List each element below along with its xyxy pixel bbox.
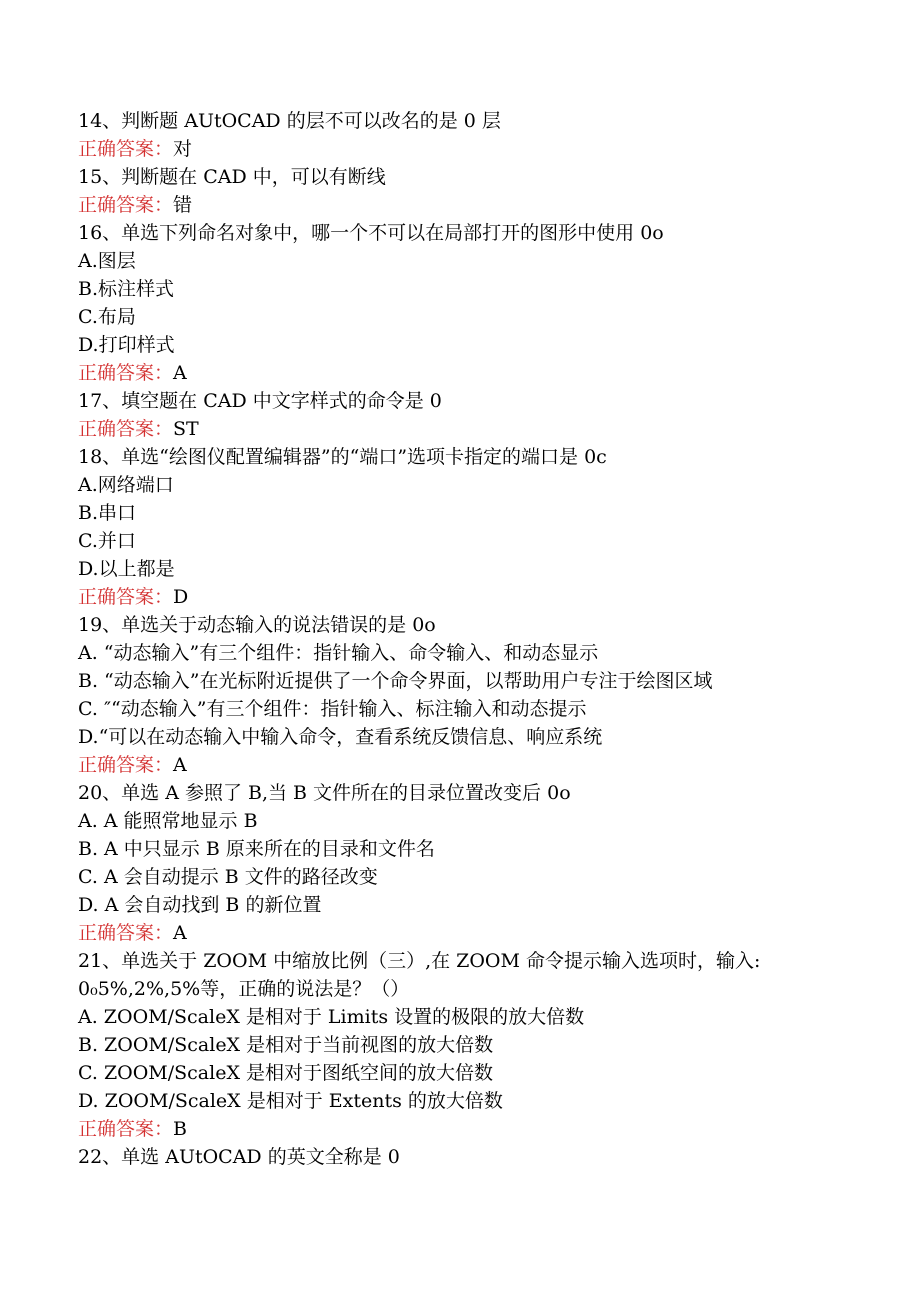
answer-value: 对: [173, 138, 193, 160]
answer-value: ST: [173, 418, 199, 440]
answer-label: 正确答案：: [78, 922, 174, 944]
question-text: 16、单选下列命名对象中，哪一个不可以在局部打开的图形中使用 0o: [78, 222, 664, 244]
option-text: B. A 中只显示 B 原来所在的目录和文件名: [78, 838, 435, 860]
answer-line: [78, 191, 878, 219]
option-text: A. A 能照常地显示 B: [78, 810, 258, 832]
answer-label: 正确答案：: [78, 754, 174, 776]
answer-value: D: [173, 586, 189, 608]
answer-line: [78, 751, 878, 779]
answer-value: 错: [173, 194, 193, 216]
answer-line: [78, 583, 878, 611]
option-text: A.网络端口: [78, 474, 174, 496]
answer-value: A: [173, 922, 187, 944]
question-text: 0₀5%,2%,5%等，正确的说法是？（）: [78, 978, 410, 1000]
option-text: A. “动态输入”有三个组件：指针输入、命令输入、和动态显示: [78, 642, 599, 664]
answer-value: A: [173, 754, 187, 776]
question-text: 19、单选关于动态输入的说法错误的是 0o: [78, 614, 436, 636]
option-text: A.图层: [78, 250, 136, 272]
option-text: C.并口: [78, 530, 136, 552]
answer-line: [78, 135, 878, 163]
answer-label: 正确答案：: [78, 1118, 174, 1140]
option-text: A. ZOOM/ScaleX 是相对于 Limits 设置的极限的放大倍数: [78, 1006, 585, 1028]
question-text: 17、填空题在 CAD 中文字样式的命令是 0: [78, 390, 442, 412]
answer-line: [78, 919, 878, 947]
option-text: C. A 会自动提示 B 文件的路径改变: [78, 866, 378, 888]
question-text: 14、判断题 AUtOCAD 的层不可以改名的是 0 层: [78, 110, 501, 132]
answer-label: 正确答案：: [78, 418, 174, 440]
answer-label: 正确答案：: [78, 194, 174, 216]
option-text: B.标注样式: [78, 278, 175, 300]
answer-value: B: [173, 1118, 187, 1140]
option-text: C.布局: [78, 306, 136, 328]
answer-line: [78, 415, 878, 443]
answer-line: [78, 359, 878, 387]
question-text: 22、单选 AUtOCAD 的英文全称是 0: [78, 1146, 400, 1168]
option-text: B.串口: [78, 502, 137, 524]
question-text: 18、单选“绘图仪配置编辑器”的“端口”选项卡指定的端口是 0c: [78, 446, 607, 468]
option-text: D.“可以在动态输入中输入命令，查看系统反馈信息、响应系统: [78, 726, 603, 748]
option-text: C. ″“动态输入”有三个组件：指针输入、标注输入和动态提示: [78, 698, 587, 720]
option-text: D.以上都是: [78, 558, 175, 580]
question-text: 21、单选关于 ZOOM 中缩放比例（三）,在 ZOOM 命令提示输入选项时，输入:: [78, 950, 761, 972]
option-text: B. ZOOM/ScaleX 是相对于当前视图的放大倍数: [78, 1034, 494, 1056]
document-page: [78, 107, 878, 1171]
answer-label: 正确答案：: [78, 586, 174, 608]
option-text: B. “动态输入”在光标附近提供了一个命令界面，以帮助用户专注于绘图区域: [78, 670, 713, 692]
answer-label: 正确答案：: [78, 362, 174, 384]
question-text: 20、单选 A 参照了 B,当 B 文件所在的目录位置改变后 0o: [78, 782, 571, 804]
option-text: D. A 会自动找到 B 的新位置: [78, 894, 322, 916]
option-text: D. ZOOM/ScaleX 是相对于 Extents 的放大倍数: [78, 1090, 503, 1112]
answer-value: A: [173, 362, 187, 384]
question-text: 15、判断题在 CAD 中，可以有断线: [78, 166, 386, 188]
answer-label: 正确答案：: [78, 138, 174, 160]
option-text: D.打印样式: [78, 334, 175, 356]
answer-line: [78, 1115, 878, 1143]
option-text: C. ZOOM/ScaleX 是相对于图纸空间的放大倍数: [78, 1062, 494, 1084]
